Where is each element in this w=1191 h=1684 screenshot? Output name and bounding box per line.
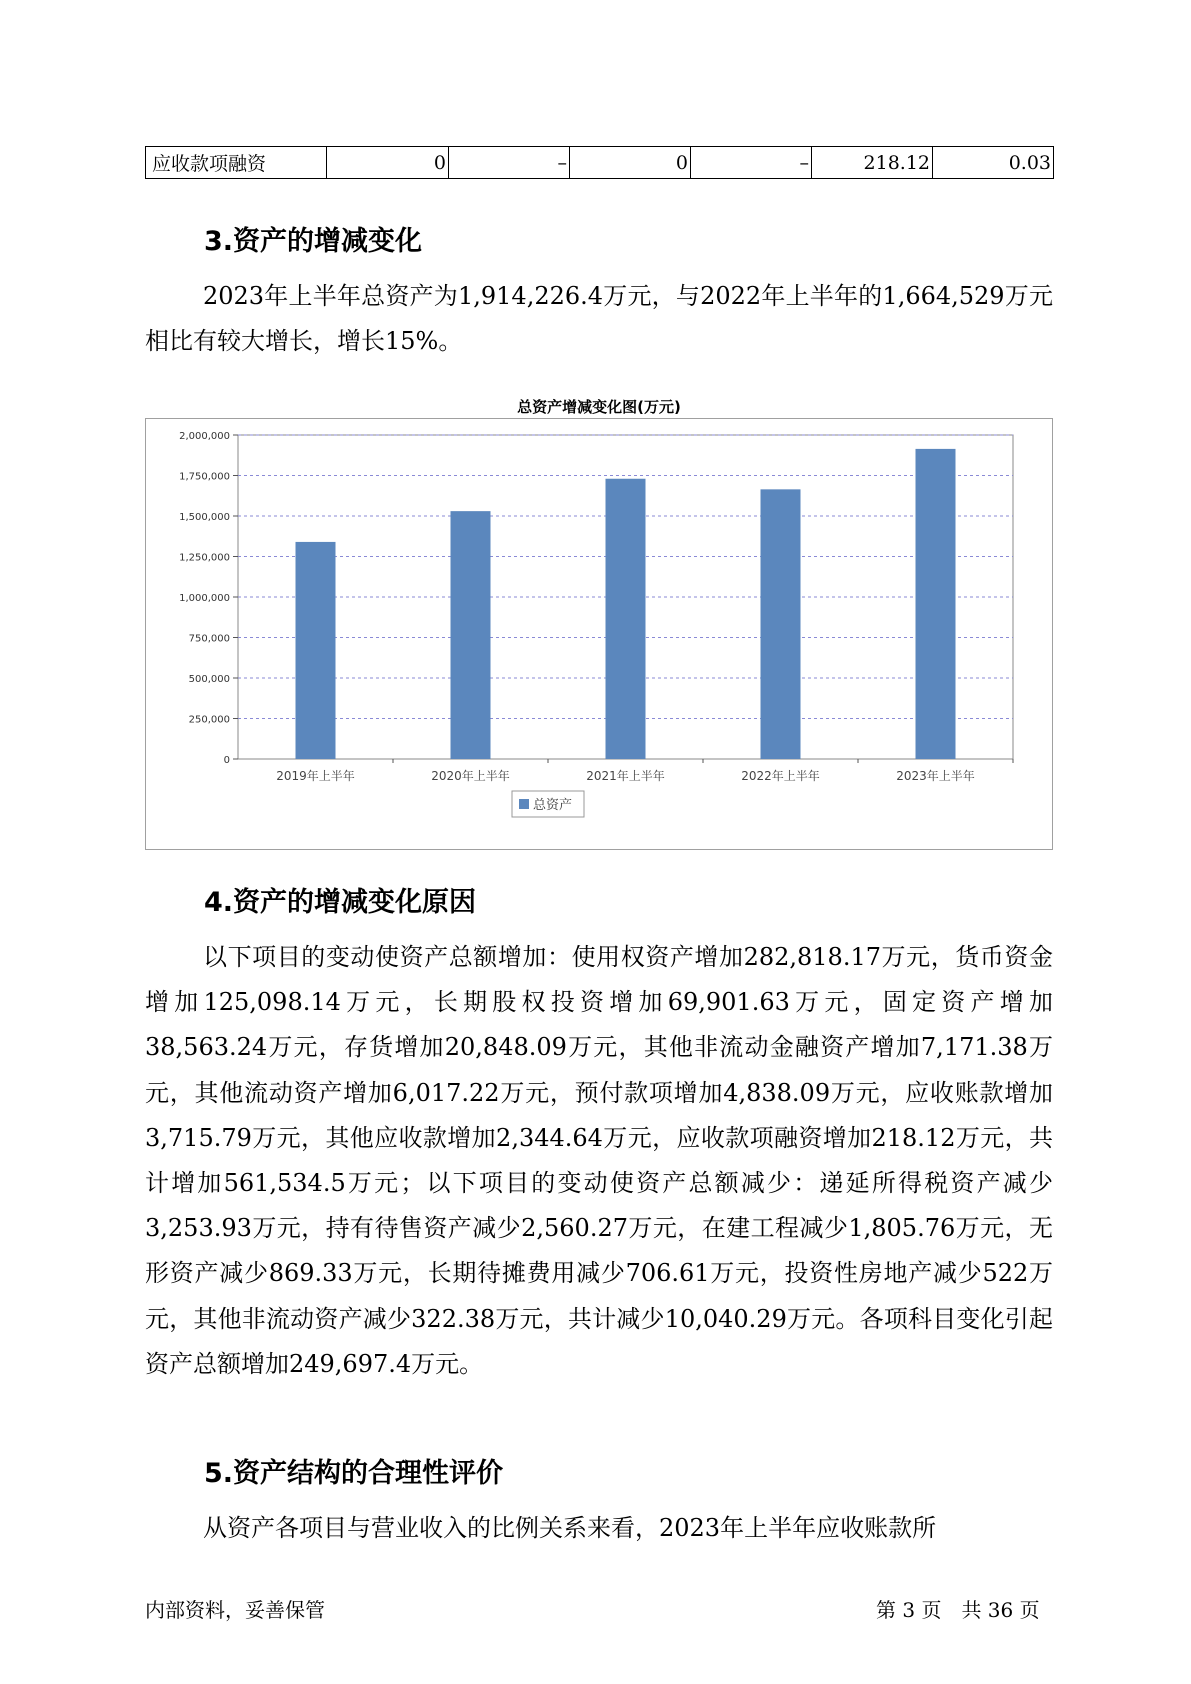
y-tick-label: 1,250,000 (179, 552, 230, 564)
table-row (146, 147, 1054, 179)
table-cell: 218.12 (812, 147, 933, 179)
table-cell: – (691, 147, 812, 179)
bar-total-assets (761, 489, 801, 759)
x-tick-label: 2019年上半年 (276, 769, 355, 783)
y-tick-label: 1,000,000 (179, 593, 230, 604)
section-paragraph-3: 2023年上半年总资产为1,914,226.4万元，与2022年上半年的1,664,529万元相比有较大增长，增长15%。 (145, 282, 1053, 356)
total-assets-bar-chart (145, 418, 1053, 850)
x-tick-label: 2022年上半年 (741, 769, 820, 783)
y-tick-label: 1,500,000 (179, 512, 230, 523)
chart-title: 总资产增减变化图(万元) (517, 398, 681, 416)
x-tick-label: 2023年上半年 (896, 769, 975, 783)
table-cell: 0 (327, 147, 449, 179)
x-tick-label: 2021年上半年 (586, 769, 665, 783)
footer-page-number: 第 3 页 共 36 页 (876, 1598, 1040, 1622)
assets-table-row (145, 146, 1054, 179)
y-tick-label: 500,000 (188, 674, 230, 685)
bar-total-assets (451, 511, 491, 759)
table-cell: – (449, 147, 570, 179)
section-paragraph-5: 从资产各项目与营业收入的比例关系来看，2023年上半年应收账款所 (203, 1514, 937, 1542)
section-heading-3: 3.资产的增减变化 (204, 226, 423, 257)
footer-confidential-note: 内部资料，妥善保管 (145, 1598, 325, 1622)
y-tick-label: 750,000 (188, 633, 230, 645)
y-tick-label: 2,000,000 (179, 431, 230, 442)
legend-swatch (519, 799, 529, 809)
section-paragraph-4: 以下项目的变动使资产总额增加：使用权资产增加282,818.17万元，货币资金增加125,098.14万元，长期股权投资增加69,901.63万元，固定资产增加38,563.24万元，存货增加20,848.09万元，其他非流动金融资产增加7,171.38万元，其他流动资产增加6,017.22万元，预付款项增加4,838.09万元，应收账款增加3,715.79万元，其他应收款增加2,344.64万元，应收款项融资增加218.12万元，共计增加561,534.5万元；以下项目的变动使资产总额减少：递延所得税资产减少3,253.93万元，持有待售资产减少2,560.27万元，在建工程减少1,805.76万元，无形资产减少869.33万元，长期待摊费用减少706.61万元，投资性房地产减少522万元，其他非流动资产减少322.38万元，共计减少10,040.29万元。各项科目变化引起资产总额增加249,697.4万元。 (145, 943, 1053, 1378)
section-heading-4: 4.资产的增减变化原因 (204, 887, 477, 918)
legend-label: 总资产 (533, 798, 573, 813)
bar-total-assets (296, 542, 336, 759)
section-heading-5: 5.资产结构的合理性评价 (204, 1458, 504, 1489)
table-cell: 0 (570, 147, 691, 179)
y-tick-label: 1,750,000 (179, 471, 230, 483)
x-tick-label: 2020年上半年 (431, 769, 510, 783)
table-cell: 0.03 (933, 147, 1054, 179)
bar-total-assets (606, 479, 646, 759)
bar-total-assets (916, 449, 956, 759)
y-tick-label: 250,000 (188, 714, 230, 726)
y-tick-label: 0 (223, 755, 230, 766)
row-label: 应收款项融资 (146, 147, 327, 179)
